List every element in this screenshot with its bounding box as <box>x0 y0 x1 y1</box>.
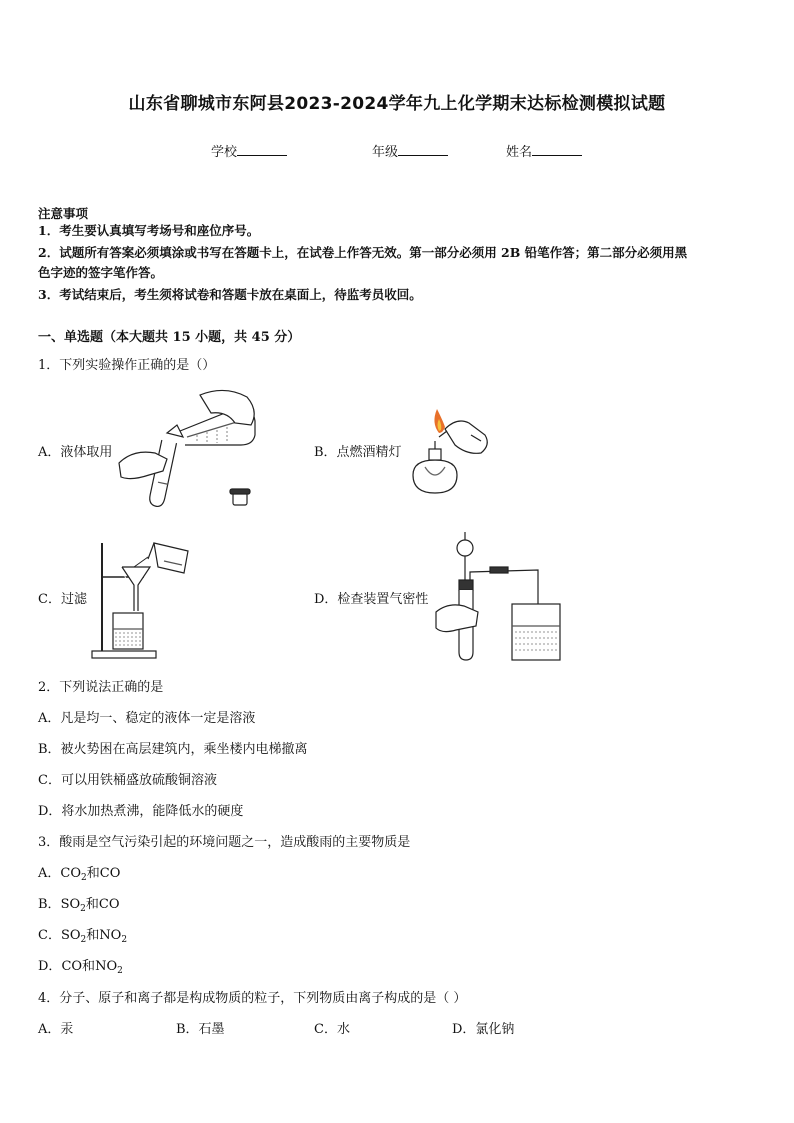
formula: CO <box>99 866 121 881</box>
q4-option-c[interactable]: C．水 <box>314 1022 350 1037</box>
liquid-pouring-illustration <box>115 385 265 515</box>
question-4-stem: 4．分子、原子和离子都是构成物质的粒子，下列物质由离子构成的是（ ） <box>38 991 467 1006</box>
grade-blank[interactable] <box>398 143 448 156</box>
page-title: 山东省聊城市东阿县2023-2024学年九上化学期末达标检测模拟试题 <box>128 94 666 114</box>
formula: NO <box>99 928 122 943</box>
formula: CO <box>98 897 120 912</box>
note-item: 色字迹的签字笔作答。 <box>38 265 164 280</box>
q1-option-a[interactable]: A．液体取用 <box>38 445 113 460</box>
question-3-stem: 3．酸雨是空气污染引起的环境问题之一，造成酸雨的主要物质是 <box>38 835 411 850</box>
note-item: 1．考生要认真填写考场号和座位序号。 <box>38 223 260 238</box>
formula: SO <box>60 928 81 943</box>
q3-option-d[interactable] <box>38 955 123 976</box>
question-1-stem: 1．下列实验操作正确的是（） <box>38 358 216 373</box>
conjunction: 和 <box>82 959 96 974</box>
name-blank[interactable] <box>532 143 582 156</box>
option-letter: A． <box>38 866 61 881</box>
q4-option-d[interactable]: D．氯化钠 <box>452 1022 515 1037</box>
section-heading: 一、单选题（本大题共 15 小题，共 45 分） <box>38 330 301 345</box>
subscript: 2 <box>81 873 87 883</box>
formula: CO <box>61 959 83 974</box>
school-label: 学校 <box>211 145 238 160</box>
formula: CO <box>60 866 81 881</box>
q2-option-a[interactable]: A．凡是均一、稳定的液体一定是溶液 <box>38 711 256 726</box>
subscript: 2 <box>117 966 123 976</box>
name-field[interactable] <box>506 141 582 160</box>
formula: SO <box>60 897 81 912</box>
q2-option-c[interactable]: C．可以用铁桶盛放硫酸铜溶液 <box>38 773 217 788</box>
formula: NO <box>95 959 118 974</box>
alcohol-lamp-illustration <box>405 405 495 500</box>
conjunction: 和 <box>86 866 100 881</box>
q3-option-c[interactable] <box>38 924 127 945</box>
subscript: 2 <box>121 935 128 945</box>
school-blank[interactable] <box>237 143 287 156</box>
option-letter: C． <box>38 928 61 943</box>
q3-option-a[interactable] <box>38 862 120 883</box>
subscript: 2 <box>80 904 86 914</box>
q1-option-c[interactable]: C．过滤 <box>38 592 87 607</box>
q4-option-b[interactable]: B．石墨 <box>176 1022 225 1037</box>
note-item: 2．试题所有答案必须填涂或书写在答题卡上，在试卷上作答无效。第一部分必须用 2B 铅笔作答；第二部分必须用黑 <box>38 245 688 260</box>
q3-option-b[interactable] <box>38 893 120 914</box>
conjunction: 和 <box>85 897 99 912</box>
q4-option-a[interactable]: A．汞 <box>38 1022 74 1037</box>
school-field[interactable] <box>211 141 287 160</box>
grade-field[interactable] <box>372 141 448 160</box>
q1-option-b[interactable]: B．点燃酒精灯 <box>314 445 402 460</box>
q2-option-b[interactable]: B．被火势困在高层建筑内，乘坐楼内电梯撤离 <box>38 742 308 757</box>
name-label: 姓名 <box>506 145 533 160</box>
option-letter: D． <box>38 959 62 974</box>
airtightness-illustration <box>432 530 572 665</box>
option-letter: B． <box>38 897 61 912</box>
note-item: 3．考试结束后，考生须将试卷和答题卡放在桌面上，待监考员收回。 <box>38 287 422 302</box>
notes-heading: 注意事项 <box>38 206 89 221</box>
q1-option-d[interactable]: D．检查装置气密性 <box>314 592 429 607</box>
question-2-stem: 2．下列说法正确的是 <box>38 680 164 695</box>
grade-label: 年级 <box>372 145 399 160</box>
subscript: 2 <box>80 935 87 945</box>
conjunction: 和 <box>86 928 100 943</box>
filtration-illustration <box>88 537 198 662</box>
q2-option-d[interactable]: D．将水加热煮沸，能降低水的硬度 <box>38 804 244 819</box>
